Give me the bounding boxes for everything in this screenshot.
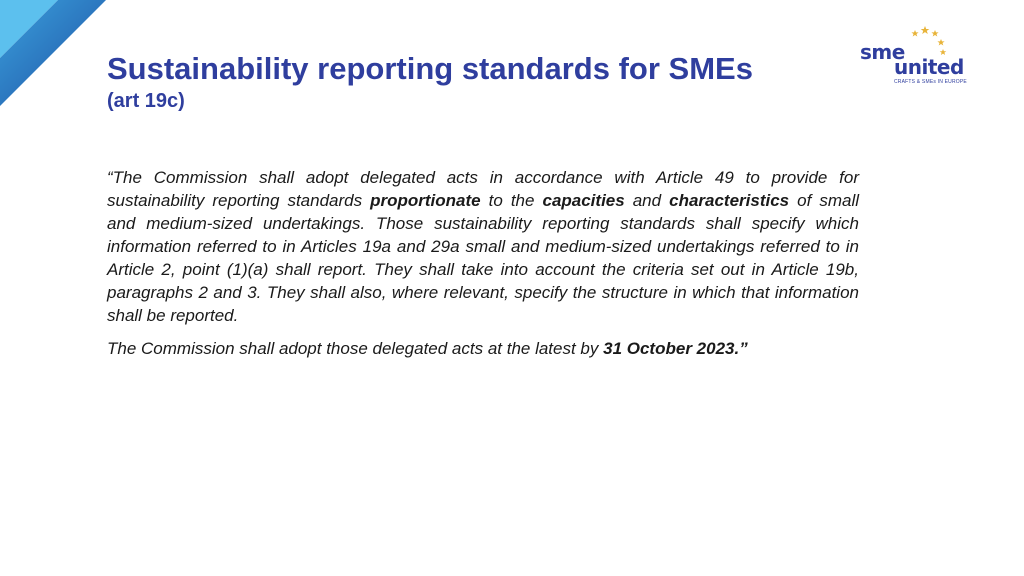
- quote-paragraph-2: [107, 337, 859, 360]
- quote-paragraph-1: [107, 166, 859, 327]
- quote-emphasis: capacities: [542, 191, 625, 210]
- corner-decoration: [0, 0, 110, 110]
- quote-emphasis: characteristics: [669, 191, 790, 210]
- title-block: [107, 50, 867, 114]
- quote-text: and: [624, 191, 670, 210]
- quote-text: The Commission shall adopt those delegated acts at the latest by: [107, 339, 604, 358]
- quote-text: “The Commission shall adopt delegated acts in accordance with Article 49 to provide for sustainability reporting standards: [107, 168, 859, 210]
- quote-body: [107, 166, 859, 360]
- sme-united-logo: [858, 18, 978, 92]
- quote-emphasis: 31 October 2023.”: [603, 339, 748, 358]
- quote-text: of small and medium-sized undertakings. Those sustainability reporting standards shall specify which information referred to in Articles 19a and 29a small and medium-sized undertakings referred to in Article 2, point (1)(a) shall report. They shall take into account the criteria set out in Article 19b, paragraphs 2 and 3. They shall also, where relevant, specify the structure in which that information shall be reported.: [107, 191, 860, 325]
- page-title: Sustainability reporting standards for SMEs: [107, 51, 753, 86]
- quote-text: to the: [480, 191, 543, 210]
- page-subtitle: (art 19c): [107, 90, 185, 112]
- logo-text-united: united: [894, 55, 964, 79]
- logo-tagline: CRAFTS & SMEs IN EUROPE: [894, 79, 967, 85]
- logo-text-sme: sme: [860, 40, 905, 64]
- quote-emphasis: proportionate: [370, 191, 481, 210]
